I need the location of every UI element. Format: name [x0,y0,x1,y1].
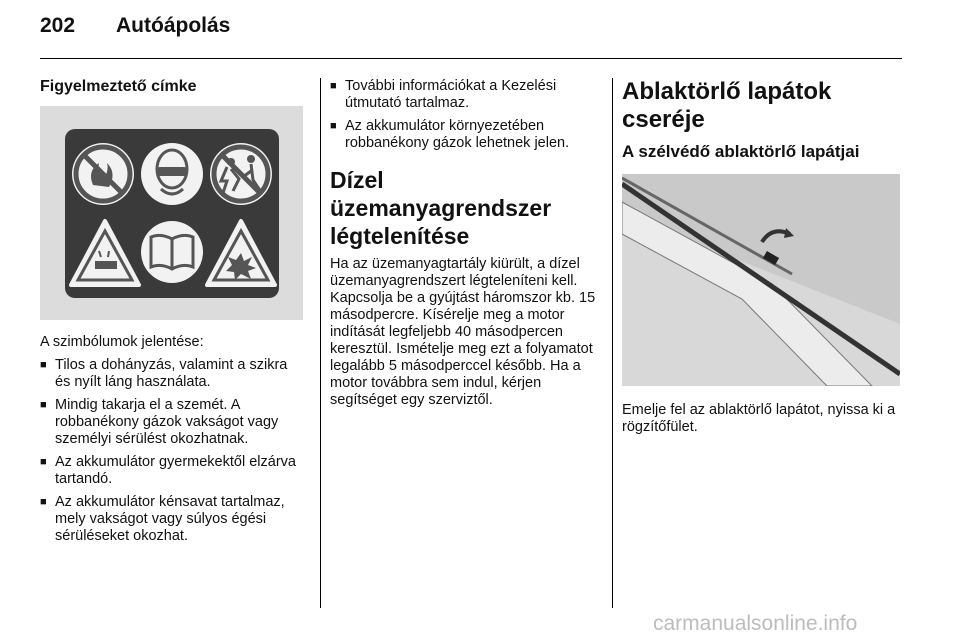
list-item: ■ Az akkumulátor kénsavat tartalmaz, mely vakságot vagy súlyos égési sérüléseket okozhat. [40,494,303,545]
page-number: 202 [40,14,76,37]
figure-caption: Emelje fel az ablaktörlő lapátot, nyissa ki a rögzítőfület. [622,402,896,435]
warning-label-figure [40,106,303,320]
corrosive-warning-icon [71,221,139,285]
list-item: ■ Mindig takarja el a szemét. A robbanékony gázok vakságot vagy személyi sérülést okozhatnak. [40,397,303,448]
chapter-title: Autóápolás [116,14,231,37]
no-smoking-icon [72,143,134,205]
symbol-list-continued [330,78,605,152]
column-divider [612,78,613,608]
explosive-warning-icon [207,221,275,285]
page-header [40,14,230,38]
section-heading: Ablaktörlő lapátok cseréje [622,78,832,133]
section-subheading: A szélvédő ablaktörlő lapátjai [622,142,860,161]
column-wiper [622,78,904,436]
read-manual-icon [141,221,203,283]
list-item: ■ Tilos a dohányzás, valamint a szikra és nyílt láng használata. [40,357,303,391]
list-item: ■ Az akkumulátor környezetében robbanékony gázok lehetnek jelen. [330,118,605,152]
keep-away-children-icon [210,143,272,205]
wiper-blade-figure [622,174,900,386]
section-body: Ha az üzemanyagtartály kiürült, a dízel üzemanyagrendszert légteleníteni kell. Kapcsolja be a gyújtást háromszor kb. 15 másodpercre. Kísérelje meg a motor indítását legfeljebb 40 másodpercen keresztül. Ismételje meg ezt a folyamatot legalább 5 másodperccel később. Ha a motor továbbra sem indul, kérjen segítséget egy szerviztől. [330,256,596,408]
list-item: ■ További információkat a Kezelési útmutató tartalmaz. [330,78,605,112]
header-divider [40,58,902,59]
list-item: ■ Az akkumulátor gyermekektől elzárva tartandó. [40,454,303,488]
symbols-intro: A szimbólumok jelentése: [40,334,204,350]
symbol-list [40,357,303,545]
eye-protection-icon [141,143,203,205]
section-title: Figyelmeztető címke [40,78,197,95]
watermark: carmanualsonline.info [653,612,858,635]
column-divider [320,78,321,608]
column-diesel [330,78,605,409]
column-warning-label [40,78,303,551]
warning-label-plate [65,129,279,298]
section-heading: Dízel üzemanyagrendszer légtelenítése [330,167,552,249]
